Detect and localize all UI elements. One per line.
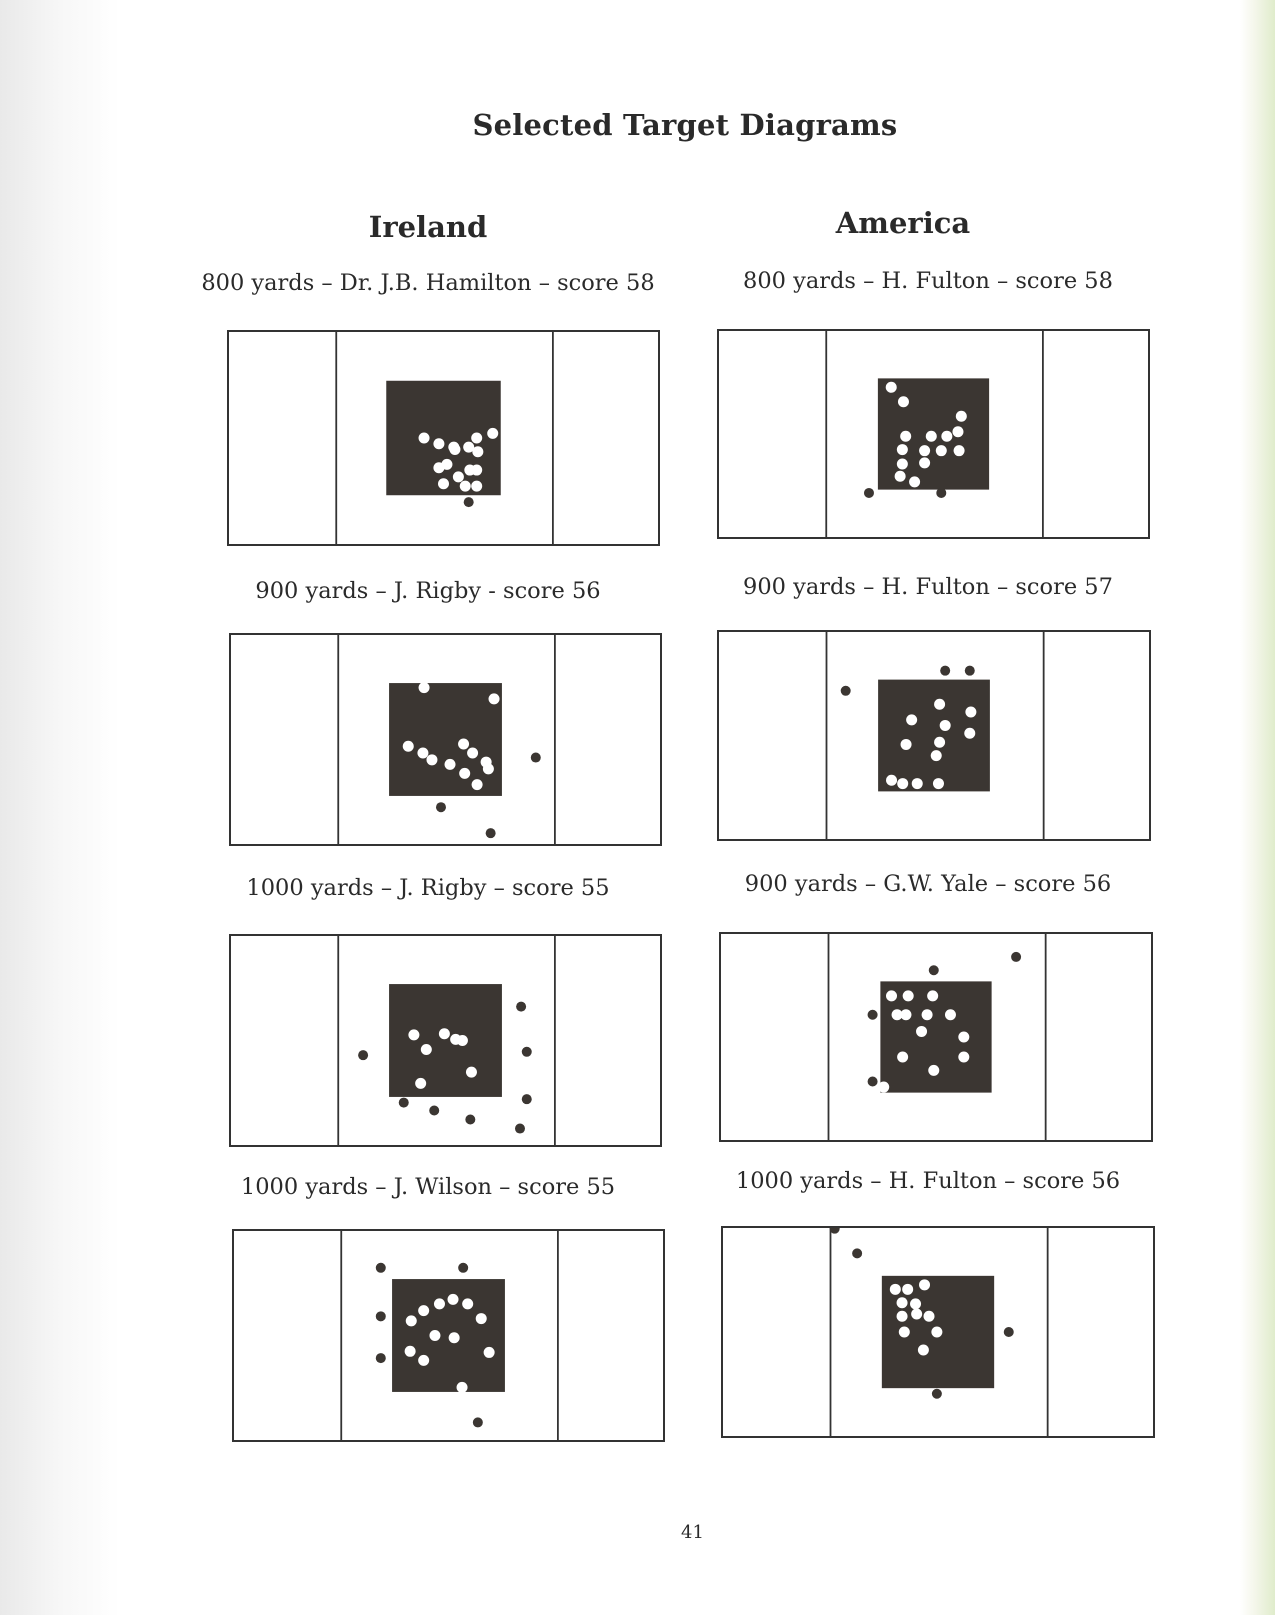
- shot-hole: [900, 431, 911, 442]
- target-caption: 1000 yards – J. Rigby – score 55: [246, 875, 610, 901]
- shot-hole: [484, 1347, 495, 1358]
- shot-hole: [927, 990, 938, 1001]
- shot-hole: [919, 1279, 930, 1290]
- target-caption: 800 yards – H. Fulton – score 58: [743, 268, 1113, 294]
- shot-hole: [897, 778, 908, 789]
- shot-hole: [918, 1344, 929, 1355]
- shot-hole: [932, 1389, 942, 1399]
- target-diagram: [721, 1226, 1155, 1438]
- shot-hole: [929, 965, 939, 975]
- shot-hole: [522, 1047, 532, 1057]
- shot-hole: [439, 1028, 450, 1039]
- shot-hole: [449, 1332, 460, 1343]
- shot-hole: [965, 666, 975, 676]
- shot-hole: [919, 457, 930, 468]
- shot-hole: [864, 488, 874, 498]
- shot-hole: [878, 1082, 889, 1093]
- shot-hole: [958, 1052, 969, 1063]
- shot-hole: [406, 1315, 417, 1326]
- shot-hole: [912, 778, 923, 789]
- shot-hole: [429, 1330, 440, 1341]
- shot-hole: [902, 1284, 913, 1295]
- shot-hole: [852, 1248, 862, 1258]
- shot-hole: [376, 1353, 386, 1363]
- shot-hole: [376, 1311, 386, 1321]
- shot-hole: [897, 1052, 908, 1063]
- shot-hole: [868, 1076, 878, 1086]
- shot-hole: [897, 444, 908, 455]
- shot-hole: [417, 748, 428, 759]
- shot-hole: [890, 1284, 901, 1295]
- shot-hole: [476, 1313, 487, 1324]
- shot-hole: [964, 728, 975, 739]
- target-caption: 800 yards – Dr. J.B. Hamilton – score 58: [201, 270, 655, 296]
- shot-hole: [940, 666, 950, 676]
- shot-hole: [897, 1311, 908, 1322]
- target-svg: [723, 1228, 1153, 1436]
- target-svg: [721, 934, 1151, 1140]
- shot-hole: [965, 707, 976, 718]
- shot-hole: [464, 497, 474, 507]
- shot-hole: [841, 686, 851, 696]
- shot-hole: [466, 1067, 477, 1078]
- target-caption: 900 yards – J. Rigby - score 56: [255, 578, 601, 604]
- shot-hole: [472, 779, 483, 790]
- shot-hole: [471, 481, 482, 492]
- shot-hole: [458, 1263, 468, 1273]
- shot-hole: [460, 481, 471, 492]
- shot-hole: [928, 1065, 939, 1076]
- shot-hole: [931, 1327, 942, 1338]
- target-svg: [231, 936, 660, 1145]
- target-diagram: [229, 934, 662, 1147]
- shot-hole: [438, 478, 449, 489]
- shot-hole: [453, 471, 464, 482]
- shot-hole: [886, 382, 897, 393]
- shot-hole: [516, 1002, 526, 1012]
- shot-hole: [933, 778, 944, 789]
- shot-hole: [934, 699, 945, 710]
- shot-hole: [487, 428, 498, 439]
- shot-hole: [405, 1346, 416, 1357]
- shot-hole: [522, 1094, 532, 1104]
- shot-hole: [358, 1050, 368, 1060]
- shot-hole: [434, 1298, 445, 1309]
- target-diagram: [717, 329, 1150, 539]
- target-diagram: [719, 932, 1153, 1142]
- shot-hole: [436, 802, 446, 812]
- target-caption: 1000 yards – H. Fulton – score 56: [735, 1168, 1121, 1194]
- shot-hole: [922, 1009, 933, 1020]
- shot-hole: [418, 1305, 429, 1316]
- target-svg: [234, 1231, 663, 1440]
- shot-hole: [450, 1034, 461, 1045]
- shot-hole: [458, 739, 469, 750]
- america-heading: America: [835, 206, 971, 240]
- shot-hole: [911, 1309, 922, 1320]
- shot-hole: [459, 768, 470, 779]
- shot-hole: [426, 754, 437, 765]
- shot-hole: [441, 459, 452, 470]
- shot-hole: [449, 444, 460, 455]
- shot-hole: [403, 741, 414, 752]
- target-diagram: [717, 630, 1151, 841]
- shot-hole: [952, 426, 963, 437]
- shot-hole: [1011, 952, 1021, 962]
- bullseye-square: [392, 1279, 505, 1392]
- shot-hole: [421, 1044, 432, 1055]
- ireland-heading: Ireland: [368, 210, 488, 244]
- shot-hole: [956, 411, 967, 422]
- shot-hole: [901, 739, 912, 750]
- shot-hole: [906, 714, 917, 725]
- shot-hole: [531, 753, 541, 763]
- shot-hole: [1004, 1327, 1014, 1337]
- target-caption: 900 yards – G.W. Yale – score 56: [744, 871, 1112, 897]
- shot-hole: [467, 748, 478, 759]
- shot-hole: [473, 1417, 483, 1427]
- shot-hole: [897, 459, 908, 470]
- target-diagram: [227, 330, 660, 546]
- shot-hole: [376, 1263, 386, 1273]
- shot-hole: [399, 1098, 409, 1108]
- shot-hole: [471, 465, 482, 476]
- shot-hole: [895, 471, 906, 482]
- shot-hole: [916, 1026, 927, 1037]
- shot-hole: [408, 1029, 419, 1040]
- shot-hole: [483, 763, 494, 774]
- target-svg: [231, 635, 660, 844]
- shot-hole: [472, 446, 483, 457]
- shot-hole: [471, 433, 482, 444]
- shot-hole: [945, 1009, 956, 1020]
- shot-hole: [958, 1032, 969, 1043]
- page-number: 41: [681, 1522, 704, 1543]
- target-svg: [719, 331, 1148, 537]
- shot-hole: [429, 1105, 439, 1115]
- target-caption: 1000 yards – J. Wilson – score 55: [240, 1174, 616, 1200]
- bullseye-square: [389, 984, 502, 1097]
- shot-hole: [954, 445, 965, 456]
- shot-hole: [919, 445, 930, 456]
- shot-hole: [924, 1311, 935, 1322]
- page-title: Selected Target Diagrams: [472, 108, 898, 142]
- shot-hole: [433, 438, 444, 449]
- shot-hole: [897, 1297, 908, 1308]
- shot-hole: [445, 759, 456, 770]
- shot-hole: [457, 1382, 468, 1393]
- bullseye-square: [389, 683, 502, 796]
- shot-hole: [886, 990, 897, 1001]
- target-diagram: [232, 1229, 665, 1442]
- shot-hole: [419, 682, 430, 693]
- shot-hole: [926, 431, 937, 442]
- bullseye-square: [386, 381, 500, 495]
- target-svg: [719, 632, 1149, 839]
- shot-hole: [940, 720, 951, 731]
- shot-hole: [419, 433, 430, 444]
- target-svg: [229, 332, 658, 544]
- shot-hole: [418, 1355, 429, 1366]
- shot-hole: [448, 1294, 459, 1305]
- shot-hole: [910, 1298, 921, 1309]
- shot-hole: [886, 775, 897, 786]
- shot-hole: [936, 488, 946, 498]
- shot-hole: [898, 396, 909, 407]
- shot-hole: [936, 445, 947, 456]
- shot-hole: [934, 737, 945, 748]
- target-caption: 900 yards – H. Fulton – score 57: [743, 574, 1113, 600]
- target-diagram: [229, 633, 662, 846]
- shot-hole: [515, 1124, 525, 1134]
- shot-hole: [903, 990, 914, 1001]
- shot-hole: [909, 476, 920, 487]
- shot-hole: [931, 750, 942, 761]
- shot-hole: [941, 431, 952, 442]
- shot-hole: [486, 828, 496, 838]
- shot-hole: [899, 1327, 910, 1338]
- shot-hole: [868, 1010, 878, 1020]
- shot-hole: [462, 1298, 473, 1309]
- shot-hole: [892, 1009, 903, 1020]
- shot-hole: [465, 1115, 475, 1125]
- shot-hole: [415, 1078, 426, 1089]
- shot-hole: [489, 693, 500, 704]
